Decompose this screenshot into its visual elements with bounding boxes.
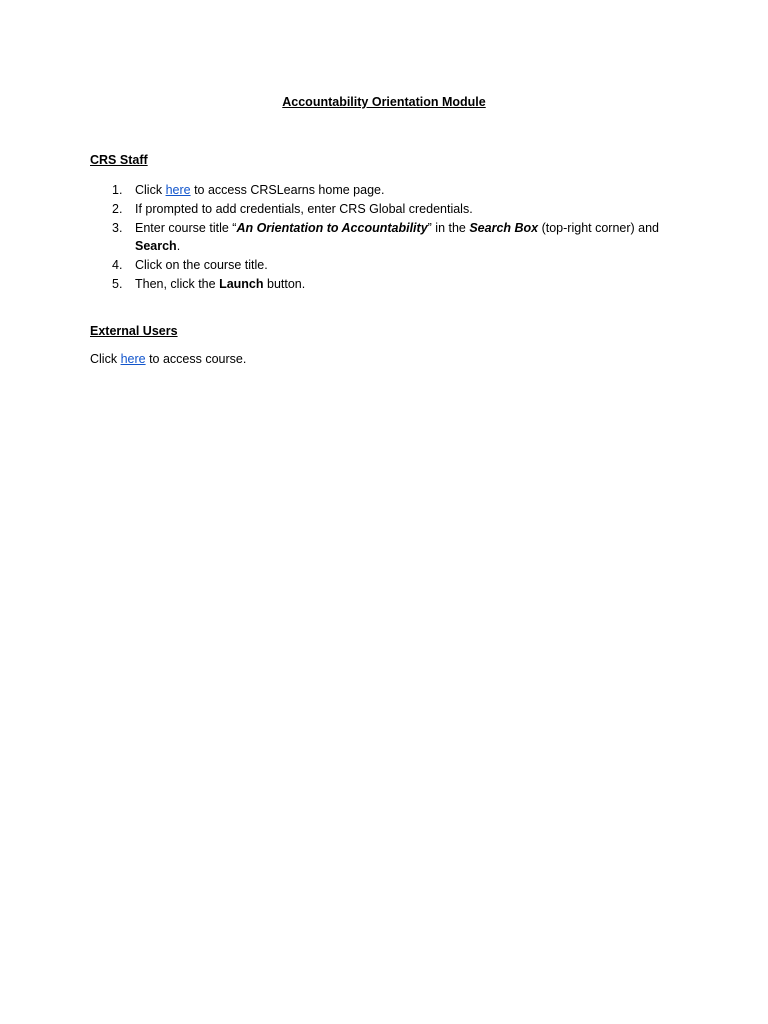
step-2 <box>90 200 680 219</box>
search-box-emphasis: Search Box <box>469 220 539 235</box>
ext-text-suffix: to access course. <box>145 352 247 366</box>
external-users-heading: External Users <box>90 324 178 338</box>
step-number: 3. <box>112 220 123 235</box>
step-number: 2. <box>112 201 123 216</box>
step-text-end: . <box>176 239 181 254</box>
step-number: 5. <box>112 276 123 291</box>
step-number: 1. <box>112 183 123 197</box>
crs-staff-steps <box>90 181 680 294</box>
course-title-emphasis: An Orientation to Accountability <box>236 220 428 235</box>
step-3 <box>90 219 680 257</box>
step-text: Click on the course title. <box>135 258 268 273</box>
step-text-suffix: button. <box>263 276 306 291</box>
step-4 <box>90 256 680 275</box>
step-number: 4. <box>112 258 123 273</box>
step-text-prefix: Then, click the <box>135 276 220 291</box>
search-emphasis: Search <box>135 239 177 254</box>
step-text-middle: ” in the <box>427 220 470 235</box>
page-title: Accountability Orientation Module <box>282 95 486 109</box>
external-users-paragraph <box>90 351 246 367</box>
step-text-prefix: Enter course title “ <box>135 220 237 235</box>
step-text-prefix: Click <box>135 183 166 197</box>
step-1 <box>90 181 680 200</box>
ext-text-prefix: Click <box>90 352 121 366</box>
external-course-here-link[interactable]: here <box>120 352 146 366</box>
crs-staff-heading: CRS Staff <box>90 153 148 167</box>
launch-emphasis: Launch <box>219 276 264 291</box>
crslearns-here-link[interactable]: here <box>165 183 191 197</box>
step-text: If prompted to add credentials, enter CRS Global credentials. <box>135 201 473 216</box>
step-text-after-search-box: (top-right corner) and <box>538 220 660 235</box>
step-text-suffix: to access CRSLearns home page. <box>190 183 385 197</box>
step-5 <box>90 275 680 294</box>
